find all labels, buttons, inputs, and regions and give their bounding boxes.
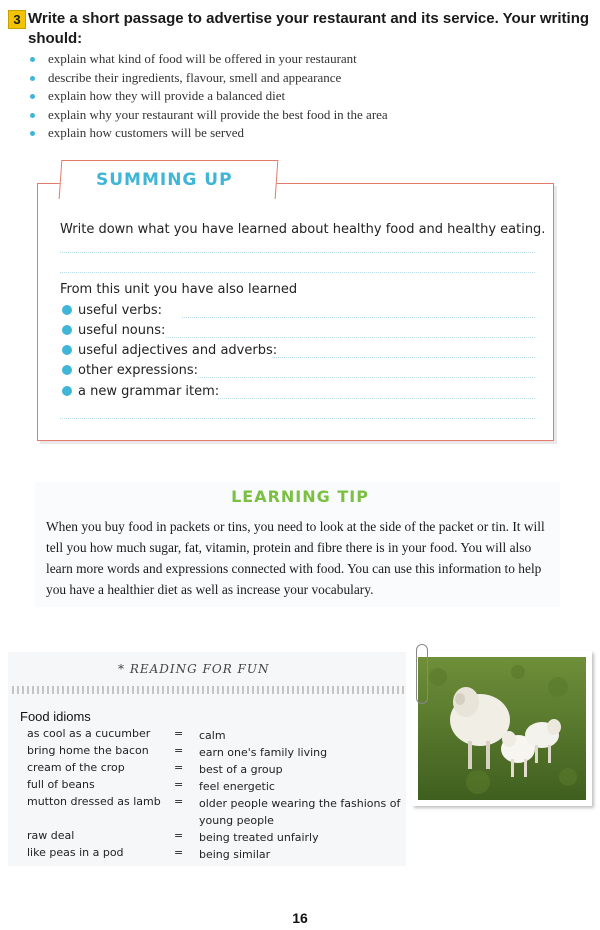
bullet-dot-icon — [62, 305, 72, 315]
learning-tip-text: When you buy food in packets or tins, you need to look at the side of the packet or tin. It will tell you how much sugar, fat, vitamin, protein and fibre there is in your food. You will also learn more words and expressions connected with food. You can use this information to help you have a healthier diet as well as increase your vocabulary. — [46, 519, 545, 597]
idiom-text: bring home the bacon — [27, 744, 149, 757]
equals-sign: = — [174, 795, 184, 808]
idiom-meaning: calm — [199, 729, 226, 742]
sheep-photo — [418, 657, 586, 800]
list-item: explain what kind of food will be offered in your restaurant — [26, 50, 586, 69]
list-item: useful verbs: — [62, 303, 162, 318]
writing-line[interactable] — [60, 252, 535, 253]
idiom-meaning: being treated unfairly — [199, 831, 319, 844]
writing-line[interactable] — [60, 272, 535, 273]
list-item: a new grammar item: — [62, 384, 219, 399]
bullet-dot-icon — [62, 325, 72, 335]
idiom-text: raw deal — [27, 829, 75, 842]
summing-up-title: SUMMING UP — [96, 170, 233, 190]
equals-sign: = — [174, 761, 184, 774]
idioms-heading: Food idioms — [20, 709, 91, 724]
equals-sign: = — [174, 846, 184, 859]
idiom-meaning: earn one's family living — [199, 746, 328, 759]
list-item: explain how customers will be served — [26, 124, 586, 143]
bullet-dot-icon — [62, 365, 72, 375]
paper-clip-icon — [416, 644, 428, 704]
idiom-meaning: feel energetic — [199, 780, 275, 793]
writing-line[interactable] — [182, 317, 535, 318]
list-item: useful nouns: — [62, 323, 165, 338]
equals-sign: = — [174, 744, 184, 757]
idiom-text: full of beans — [27, 778, 95, 791]
decorative-border — [12, 686, 406, 694]
reading-for-fun-title: * READING FOR FUN — [118, 662, 270, 676]
writing-line[interactable] — [272, 357, 535, 358]
idiom-text: mutton dressed as lamb — [27, 795, 161, 808]
equals-sign: = — [174, 829, 184, 842]
task-bullet-list — [26, 50, 586, 143]
writing-line[interactable] — [198, 377, 535, 378]
idiom-meaning: older people wearing the fashions of young people — [199, 797, 401, 827]
idiom-text: as cool as a cucumber — [27, 727, 151, 740]
list-item: explain how they will provide a balanced diet — [26, 87, 586, 106]
idiom-text: like peas in a pod — [27, 846, 124, 859]
learning-tip-title: LEARNING TIP — [231, 487, 369, 506]
learned-intro: From this unit you have also learned — [60, 282, 298, 297]
writing-line[interactable] — [60, 418, 535, 419]
writing-line[interactable] — [218, 398, 535, 399]
task-number-badge: 3 — [8, 10, 26, 29]
list-item: other expressions: — [62, 363, 198, 378]
bullet-dot-icon — [62, 386, 72, 396]
list-item: explain why your restaurant will provide the best food in the area — [26, 106, 586, 125]
equals-sign: = — [174, 778, 184, 791]
equals-sign: = — [174, 727, 184, 740]
idiom-meaning: being similar — [199, 848, 271, 861]
list-item: describe their ingredients, flavour, smell and appearance — [26, 69, 586, 88]
bullet-dot-icon — [62, 345, 72, 355]
idiom-text: cream of the crop — [27, 761, 125, 774]
list-item: useful adjectives and adverbs: — [62, 343, 277, 358]
idiom-meaning: best of a group — [199, 763, 283, 776]
page-number: 16 — [292, 910, 308, 926]
writing-line[interactable] — [166, 337, 535, 338]
task-prompt: Write a short passage to advertise your restaurant and its service. Your writing should: — [28, 10, 590, 47]
summing-up-instruction: Write down what you have learned about healthy food and healthy eating. — [60, 222, 546, 237]
